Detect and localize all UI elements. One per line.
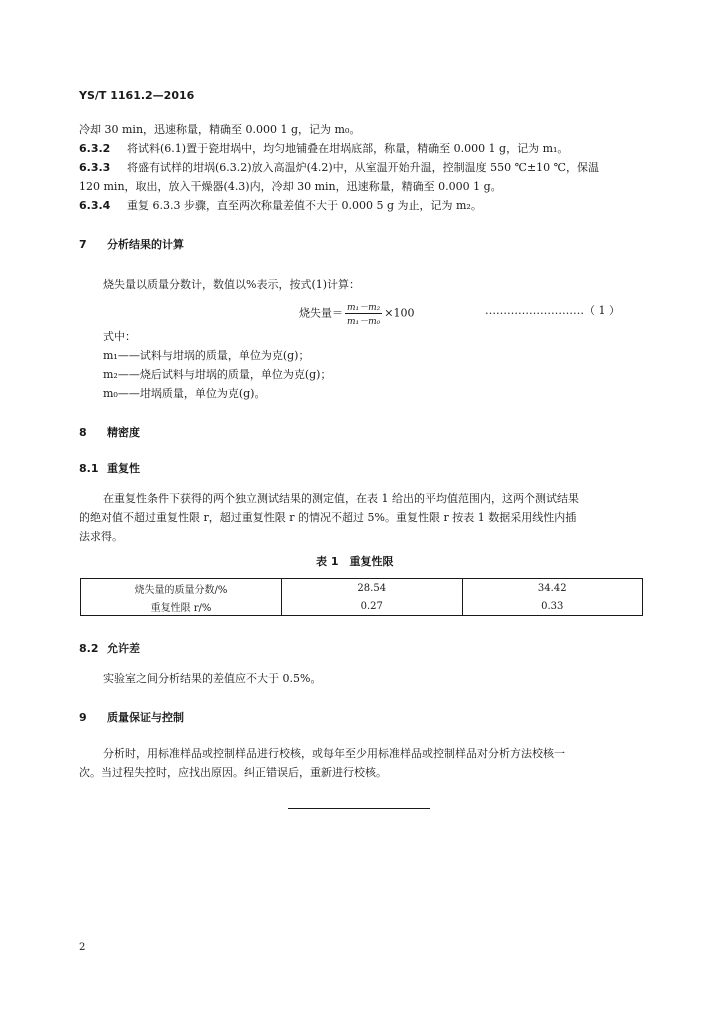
clause-6-3-3-cont: 120 min，取出，放入干燥器(4.3)内，冷却 30 min，迅速称量，精确至 0.000 1 g。 (79, 180, 502, 193)
clause-8-1-para-line2: 的绝对值不超过重复性限 r，超过重复性限 r 的情况不超过 5%。重复性限 r 按表 1 数据采用线性内插 (79, 511, 577, 524)
page-number: 2 (79, 942, 86, 953)
clause-number: 6.3.4 (79, 199, 111, 212)
equation-denominator: m₁－m₀ (347, 317, 381, 327)
equation-1 (299, 300, 415, 327)
table-cell-value: 0.33 (462, 597, 643, 616)
clause-8-2-heading (79, 640, 140, 656)
clause-6-3-2 (79, 140, 568, 156)
clause-8-1-heading (79, 460, 140, 476)
equation-label: ………………………（ 1 ） (485, 304, 620, 317)
table-row (81, 597, 643, 616)
section-number: 7 (79, 238, 87, 251)
clause-text: 重复 6.3.3 步骤，直至两次称量差值不大于 0.000 5 g 为止，记为 m₂。 (127, 199, 482, 212)
clause-6-3-4 (79, 197, 482, 213)
section-number: 8.1 (79, 462, 99, 475)
clause-number: 6.3.3 (79, 161, 111, 174)
section-number: 8.2 (79, 642, 99, 655)
table-cell-value: 0.27 (282, 597, 463, 616)
table-cell-value: 34.42 (462, 579, 643, 598)
section-7-heading (79, 236, 184, 252)
section-9-para-line2: 次。当过程失控时，应找出原因。纠正错误后，重新进行校核。 (79, 766, 387, 779)
section-title: 分析结果的计算 (107, 238, 184, 251)
section-8-heading (79, 424, 140, 440)
equation-numerator: m₁－m₂ (345, 300, 382, 314)
definition-m1: m₁——试料与坩埚的质量，单位为克(g)； (103, 349, 310, 362)
definition-m0: m₀——坩埚质量，单位为克(g)。 (103, 387, 266, 400)
clause-8-1-para-line1: 在重复性条件下获得的两个独立测试结果的测定值，在表 1 给出的平均值范围内，这两个测试结果 (103, 492, 579, 505)
section-number: 9 (79, 711, 87, 724)
table-row (81, 579, 643, 598)
clause-text: 将试料(6.1)置于瓷坩埚中，均匀地铺叠在坩埚底部，称量，精确至 0.000 1 g，记为 m₁。 (127, 142, 569, 155)
definition-m2: m₂——烧后试料与坩埚的质量，单位为克(g)； (103, 368, 332, 381)
equation-multiplier: ×100 (384, 306, 415, 320)
section-title: 精密度 (107, 426, 140, 439)
clause-8-1-para-line3: 法求得。 (79, 530, 123, 543)
standard-id: YS/T 1161.2—2016 (79, 89, 195, 102)
section-title: 允许差 (107, 642, 140, 655)
section-9-heading (79, 709, 184, 725)
clause-6-3-3 (79, 159, 599, 175)
table-cell-label: 重复性限 r/% (81, 597, 282, 616)
section-7-intro: 烧失量以质量分数计，数值以%表示，按式(1)计算： (103, 278, 361, 291)
end-rule (288, 808, 430, 809)
clause-text: 将盛有试样的坩埚(6.3.2)放入高温炉(4.2)中，从室温开始升温，控制温度 550 ℃±10 ℃，保温 (127, 161, 599, 174)
equation-fraction (345, 300, 382, 327)
section-9-para-line1: 分析时，用标准样品或控制样品进行校核，或每年至少用标准样品或控制样品对分析方法校核一 (103, 747, 565, 760)
clause-8-2-para: 实验室之间分析结果的差值应不大于 0.5%。 (103, 672, 322, 685)
table-cell-value: 28.54 (282, 579, 463, 598)
section-title: 重复性 (107, 462, 140, 475)
table-1-title: 表 1 重复性限 (316, 555, 394, 568)
where-label: 式中： (103, 330, 136, 343)
clause-number: 6.3.2 (79, 142, 111, 155)
equation-lhs: 烧失量＝ (299, 306, 343, 320)
text-line-cool: 冷却 30 min，迅速称量，精确至 0.000 1 g，记为 m₀。 (79, 123, 361, 136)
table-cell-label: 烧失量的质量分数/% (81, 579, 282, 598)
section-title: 质量保证与控制 (107, 711, 184, 724)
section-number: 8 (79, 426, 87, 439)
repeatability-table (80, 578, 643, 616)
